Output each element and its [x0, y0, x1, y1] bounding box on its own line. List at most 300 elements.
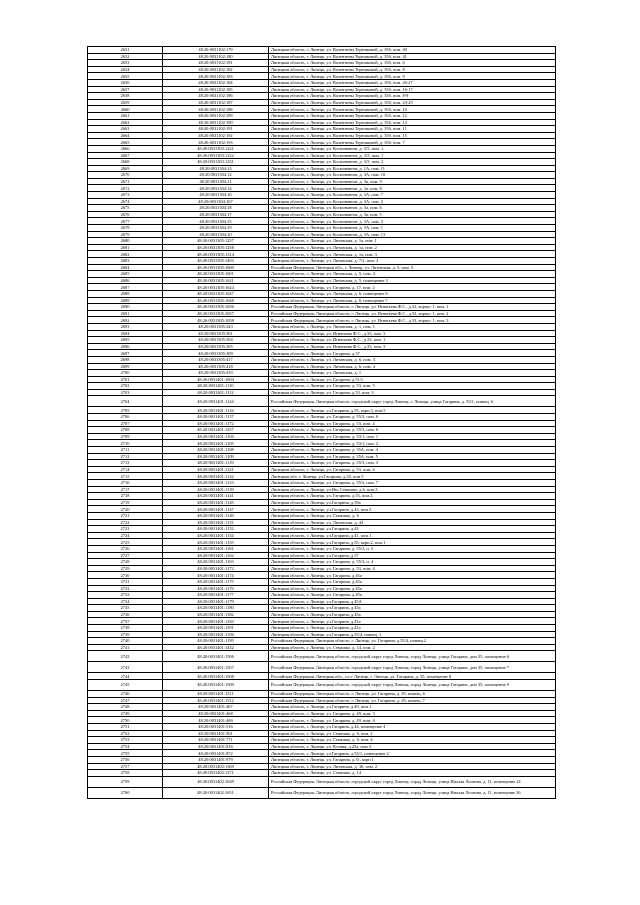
row-number-cell: 2702	[88, 383, 163, 390]
address-cell: Липецкая область, г. Липецк, ул. Валентины Терешковой, д. 35б, пом. 6	[269, 60, 556, 67]
address-cell: Липецкая область, г. Липецк, ул. Семашко, д. 14, пом. 2	[269, 644, 556, 651]
row-number-cell: 2671	[88, 178, 163, 185]
row-number-cell: 2699	[88, 363, 163, 370]
cadastral-number-cell: 48:20:0031401:1123	[163, 480, 269, 487]
address-cell: Липецкая область, г. Липецк, ул. Семашко, д. 6, пом. 4	[269, 737, 556, 744]
row-number-cell: 2755	[88, 750, 163, 757]
row-number-cell: 2744	[88, 673, 163, 680]
row-number-cell: 2675	[88, 205, 163, 212]
table-row	[88, 453, 556, 460]
row-number-cell: 2760	[88, 787, 163, 798]
address-cell: Липецкая область, г. Липецк, ул.Гагарина, д.41а	[269, 618, 556, 625]
cadastral-number-cell: 48:20:0031102:188	[163, 106, 269, 113]
table-row	[88, 466, 556, 473]
row-number-cell: 2663	[88, 126, 163, 133]
row-number-cell: 2654	[88, 66, 163, 73]
table-row	[88, 414, 556, 421]
address-cell: Липецкая область, г. Липецк, ул. Валентины Терешковой, д. 35б, пом. 10	[269, 106, 556, 113]
cadastral-number-cell: 48:20:0031401:1141	[163, 493, 269, 500]
address-cell: Липецкая область, г. Липецк, ул. Валентины Терешковой, д. 35б, пом. 16-17	[269, 86, 556, 93]
cadastral-number-cell: 48:20:0031305:305	[163, 343, 269, 350]
cadastral-number-cell: 48:20:0031401:1163	[163, 559, 269, 566]
cadastral-number-cell: 48:20:0031401:1004	[163, 376, 269, 383]
cadastral-number-cell: 48:20:0031303:1221	[163, 145, 269, 152]
address-cell: Липецкая область, г. Липецк, ул. Космонавтов, д. 3А, пом. 2	[269, 198, 556, 205]
address-cell: Липецкая область, г. Липецк, ул. Гагарина, д.51, корп.1	[269, 756, 556, 763]
table-row	[88, 572, 556, 579]
address-cell: Липецкая область, г. Липецк, ул.Гагарина, д.45а	[269, 611, 556, 618]
table-row	[88, 673, 556, 680]
address-cell: Липецкая область, г. Липецк, ул. Космонавтов, д. 3/5, пом. 1	[269, 145, 556, 152]
cadastral-number-cell: 48:20:0031401:1108	[163, 447, 269, 454]
cadastral-number-cell: 48:20:0031401:1257	[163, 427, 269, 434]
cadastral-number-cell: 48:20:0031304:14	[163, 185, 269, 192]
address-cell: Липецкая область, г. Липецк, ул. Валентины Терешковой, д. 35б, пом. 13	[269, 119, 556, 126]
address-cell: Липецкая область, г. Липецк, ул. Гагарина, д. 53, пом. 4	[269, 565, 556, 572]
table-row	[88, 178, 556, 185]
cadastral-number-cell: 48:20:0031401:1112	[163, 389, 269, 396]
address-cell: Липецкая область, г. Липецк, ул. Гагарина, д. 35А, пом. 5	[269, 453, 556, 460]
table-row	[88, 139, 556, 146]
address-cell: Липецкая область, г. Липецк, ул. Валентины Терешковой, д. 35б, пом. 7	[269, 139, 556, 146]
address-cell: Липецкая область, г. Липецк, ул. Гагарина, д. 55/3, п. 4	[269, 559, 556, 566]
table-row	[88, 651, 556, 662]
cadastral-number-cell: 48:20:0031305:243	[163, 323, 269, 330]
address-cell: Липецкая область, г. Липецк, ул. Гагарина, д.53, пом.2	[269, 493, 556, 500]
row-number-cell: 2668	[88, 159, 163, 166]
row-number-cell: 2652	[88, 53, 163, 60]
cadastral-number-cell: 48:20:0031304:18	[163, 205, 269, 212]
address-cell: Липецкая область, г. Липецк, ул. Литовская, д. 36, пом. 2	[269, 763, 556, 770]
address-cell: Липецкая область, г. Липецк, ул. Гагарина, д. 55/3, пом. 7	[269, 480, 556, 487]
cadastral-number-cell: 48:20:0031401:1147	[163, 506, 269, 513]
address-cell: Липецкая область, г. Липецк, ул.Гагарина, д.41а	[269, 625, 556, 632]
row-number-cell: 2736	[88, 611, 163, 618]
row-number-cell: 2665	[88, 139, 163, 146]
row-number-cell: 2738	[88, 625, 163, 632]
row-number-cell: 2708	[88, 427, 163, 434]
table-row	[88, 66, 556, 73]
cadastral-number-cell: 48:20:0031305:304	[163, 337, 269, 344]
table-row	[88, 559, 556, 566]
address-cell: Липецкая область, г. Липецк, ул. Литовская, д. 1а, пом. 1	[269, 238, 556, 245]
cadastral-number-cell: 48:20:0031303:1231	[163, 159, 269, 166]
row-number-cell: 2748	[88, 704, 163, 711]
address-cell: Липецкая область, г. Липецк, ул. Литовская, д. 6, помещение 6	[269, 290, 556, 297]
cadastral-number-cell: 48:20:0031305:419	[163, 370, 269, 377]
cadastral-number-cell: 48:20:0031401:1109	[163, 453, 269, 460]
row-number-cell: 2701	[88, 376, 163, 383]
row-number-cell: 2714	[88, 466, 163, 473]
row-number-cell: 2660	[88, 106, 163, 113]
table-row	[88, 697, 556, 704]
row-number-cell: 2730	[88, 572, 163, 579]
cadastral-number-cell: 48:20:0031402:1649	[163, 776, 269, 787]
row-number-cell: 2711	[88, 447, 163, 454]
cadastral-number-cell: 48:20:0031401:1508	[163, 673, 269, 680]
cadastral-number-cell: 48:20:0031303:1222	[163, 152, 269, 159]
cadastral-number-cell: 48:20:0031401:1149	[163, 512, 269, 519]
cadastral-number-cell: 48:20:0031401:1162	[163, 552, 269, 559]
table-row	[88, 737, 556, 744]
row-number-cell: 2684	[88, 264, 163, 271]
row-number-cell: 2709	[88, 433, 163, 440]
row-number-cell: 2759	[88, 776, 163, 787]
cadastral-number-cell: 48:20:0031102:189	[163, 112, 269, 119]
cadastral-number-cell: 48:20:0031304:13	[163, 165, 269, 172]
address-cell: Липецкая область, г. Липецк, ул. Валентины Терешковой, д. 35б, пом. 40	[269, 47, 556, 54]
table-row	[88, 770, 556, 777]
row-number-cell: 2751	[88, 724, 163, 731]
row-number-cell: 2710	[88, 440, 163, 447]
table-row	[88, 730, 556, 737]
row-number-cell: 2724	[88, 532, 163, 539]
row-number-cell: 2740	[88, 638, 163, 645]
address-cell: Липецкая область, г. Липецк, ул. Гагарина, д.45а	[269, 592, 556, 599]
address-cell: Липецкая область, г. Липецк, ул.Гагарина, д.55/4, помещ. 1	[269, 631, 556, 638]
address-cell: Липецкая область, г. Липецк, ул. Игнатьева Ф.С., д.33, пом. 3	[269, 330, 556, 337]
address-cell: Липецкая область, г. Липецк, ул. Литовская, д. 6, помещение 7	[269, 297, 556, 304]
table-row	[88, 165, 556, 172]
row-number-cell: 2753	[88, 737, 163, 744]
table-row	[88, 47, 556, 54]
cadastral-number-cell: 48:20:0031401:1506	[163, 651, 269, 662]
cadastral-number-cell: 48:20:0031401:1183	[163, 618, 269, 625]
table-row	[88, 499, 556, 506]
row-number-cell: 2739	[88, 631, 163, 638]
cadastral-number-cell: 48:20:0031305:1657	[163, 310, 269, 317]
cadastral-number-cell: 48:20:0031102:180	[163, 53, 269, 60]
cadastral-number-cell: 48:20:0031401:979	[163, 756, 269, 763]
table-row	[88, 79, 556, 86]
row-number-cell: 2726	[88, 545, 163, 552]
table-row	[88, 756, 556, 763]
table-row	[88, 565, 556, 572]
row-number-cell: 2695	[88, 337, 163, 344]
cadastral-number-cell: 48:20:0031305:1624	[163, 284, 269, 291]
address-cell: Липецкая область, г. Липецк, ул.Гагарина, д.44, помещение 4	[269, 724, 556, 731]
address-cell: Липецкая область, г. Липецк, ул. Космонавтов, д. 3а, пом. 8	[269, 185, 556, 192]
cadastral-number-cell: 48:20:0031401:1179	[163, 598, 269, 605]
cadastral-number-cell: 48:20:0031305:1493	[163, 258, 269, 265]
row-number-cell: 2704	[88, 396, 163, 407]
table-row	[88, 743, 556, 750]
table-row	[88, 73, 556, 80]
address-cell: Липецкая область, г. Липецк, ул. Космонавтов, д. 3А, пом. 1	[269, 225, 556, 232]
table-row	[88, 383, 556, 390]
address-cell: Липецкая область, г. Липецк, ул. Литовская, д. 1	[269, 370, 556, 377]
table-row	[88, 691, 556, 698]
table-row	[88, 370, 556, 377]
cadastral-number-cell: 48:20:0031401:1194	[163, 631, 269, 638]
address-cell: Липецкая область, г. Липецк, ул. Космонавтов, д. 3/5, пом. 1	[269, 152, 556, 159]
cadastral-number-cell: 48:20:0031401:1119	[163, 460, 269, 467]
row-number-cell: 2750	[88, 717, 163, 724]
row-number-cell: 2690	[88, 304, 163, 311]
address-cell: Липецкая область, г. Липецк, ул. Гагарина, д. 55/3, пом. 6	[269, 414, 556, 421]
address-cell: Липецкая область, г. Липецк, ул. Космонавтов, д. 3а, пом. 5	[269, 211, 556, 218]
row-number-cell: 2742	[88, 651, 163, 662]
cadastral-number-cell: 48:20:0031102:183	[163, 73, 269, 80]
cadastral-number-cell: 48:20:0031102:181	[163, 60, 269, 67]
row-number-cell: 2749	[88, 710, 163, 717]
table-row	[88, 271, 556, 278]
cadastral-number-cell: 48:20:0031102:179	[163, 47, 269, 54]
address-cell: Липецкая область, г. Липецк, ул. Семашко, д. 6	[269, 512, 556, 519]
table-row	[88, 644, 556, 651]
table-row	[88, 363, 556, 370]
cadastral-number-cell: 48:20:0031401:872	[163, 750, 269, 757]
table-row	[88, 724, 556, 731]
cadastral-number-cell: 48:20:0031402:1369	[163, 763, 269, 770]
address-cell: Липецкая область, г. Липецк, ул.Гагарина, д.41, пом.1	[269, 532, 556, 539]
address-cell: Российская Федерация, Липецкая область, г. Липецк, ул. Игнатьева Ф.С., д.33, корпус 1, пом. 1	[269, 304, 556, 311]
cadastral-number-cell: 48:20:0031305:1601	[163, 271, 269, 278]
cadastral-number-cell: 48:20:0031401:1432	[163, 644, 269, 651]
address-cell: Липецкая область, г. Липецк, ул. Гагарина, д.53, пом. 3	[269, 389, 556, 396]
row-number-cell: 2734	[88, 598, 163, 605]
table-row	[88, 310, 556, 317]
address-cell: Российская Федерация, Липецкая область, городской округ город Липецк, город Липецк, улица Гагарина, дом 35, помещение 9	[269, 680, 556, 691]
address-cell: Липецкая область, г. Липецк, ул.Гагарина, д.49, пом.1	[269, 704, 556, 711]
address-cell: Липецкая область, г. Липецк, ул. Гагарина, д. 53/1, пом. 2	[269, 440, 556, 447]
cadastral-number-cell: 48:20:0031305:1656	[163, 304, 269, 311]
cadastral-number-cell: 48:20:0031401:1511	[163, 691, 269, 698]
table-row	[88, 618, 556, 625]
cadastral-number-cell: 48:20:0031401:467	[163, 704, 269, 711]
table-row	[88, 112, 556, 119]
row-number-cell: 2681	[88, 244, 163, 251]
table-row	[88, 284, 556, 291]
cadastral-number-cell: 48:20:0031401:1507	[163, 662, 269, 673]
cadastral-number-cell: 48:20:0031102:182	[163, 66, 269, 73]
row-number-cell: 2700	[88, 370, 163, 377]
address-cell: Липецкая область, г. Липецк, ул.Гагарина, д.45А	[269, 598, 556, 605]
address-cell: Липецкая область, г. Липецк, ул. Литовская, д. 1а, пом. 3	[269, 251, 556, 258]
cadastral-number-cell: 48:20:0031305:417	[163, 356, 269, 363]
row-number-cell: 2685	[88, 271, 163, 278]
cadastral-number-cell: 48:20:0031401:1172	[163, 420, 269, 427]
table-row	[88, 99, 556, 106]
row-number-cell: 2721	[88, 512, 163, 519]
table-row	[88, 264, 556, 271]
table-row	[88, 211, 556, 218]
table-row	[88, 330, 556, 337]
cadastral-number-cell: 48:20:0031401:1124	[163, 396, 269, 407]
table-row	[88, 625, 556, 632]
address-cell: Российская Федерация, Липецкая область, городской округ город Липецк, город Липецк, улица Ниолая Логаина, д. 11, помещение 24	[269, 776, 556, 787]
cadastral-number-cell: 48:20:0031401:1121	[163, 466, 269, 473]
address-cell: Российская Федерация, Липецкая область, городской округ город Липецк, город Липецк, улица Гагарина, дом 35, помещение 7	[269, 662, 556, 673]
cadastral-number-cell: 48:20:0031401:1151	[163, 519, 269, 526]
address-cell: Российская Федерация, Липецкая область, г. Липецк, ул. Игнатьева Ф.С., д.33, корпус 1, пом. 3	[269, 317, 556, 324]
registry-table	[87, 46, 556, 799]
address-cell: Российская Федерация, Липецкая область, городской округ город Липецк, город Липецк, улица Ниолая Логаина, д. 11, помещение 26	[269, 787, 556, 798]
address-cell: Липецкая область, г. Липецк, ул. Гагарина, д. 53, пом. 5	[269, 383, 556, 390]
cadastral-number-cell: 48:20:0031102:187	[163, 99, 269, 106]
address-cell: Липецкая область, г. Липецк, ул. Гагарина, д. 55/3, п. 5	[269, 545, 556, 552]
table-row	[88, 126, 556, 133]
cadastral-number-cell: 48:20:0031305:309	[163, 350, 269, 357]
address-cell: Липецкая область, г. Липецк, ул. Литовская, д. 1, пом. 1	[269, 323, 556, 330]
table-row	[88, 251, 556, 258]
cadastral-number-cell: 48:20:0031401:1104	[163, 433, 269, 440]
table-row	[88, 638, 556, 645]
row-number-cell: 2752	[88, 730, 163, 737]
row-number-cell: 2682	[88, 251, 163, 258]
row-number-cell: 2697	[88, 350, 163, 357]
table-row	[88, 662, 556, 673]
cadastral-number-cell: 48:20:0031401:1105	[163, 440, 269, 447]
row-number-cell: 2662	[88, 119, 163, 126]
table-row	[88, 225, 556, 232]
address-cell: Российская Федерация, Липецкая область, городской округ город Липецк, г. Липецк, улица Гагарина, д. 55/1, помещ. 6	[269, 396, 556, 407]
row-number-cell: 2673	[88, 192, 163, 199]
row-number-cell: 2687	[88, 284, 163, 291]
address-cell: Российская Федерация, Липецкая обл., г. Липецк, ул. Литовская, д. 5, пом. 5	[269, 264, 556, 271]
address-cell: Липецкая область, г. Липецк, ул. Космонавтов, д. 3а, пом. 9	[269, 178, 556, 185]
row-number-cell: 2707	[88, 420, 163, 427]
table-row	[88, 106, 556, 113]
address-cell: Липецкая область, г. Липецк, ул. Гагарина, д. 53, пом. 4	[269, 466, 556, 473]
row-number-cell: 2735	[88, 605, 163, 612]
address-cell: Липецкая область, г. Липецк, ул.Гагарина, д.55, корп.2, пом.1	[269, 539, 556, 546]
row-number-cell: 2712	[88, 453, 163, 460]
row-number-cell: 2666	[88, 145, 163, 152]
cadastral-number-cell: 48:20:0031305:1647	[163, 290, 269, 297]
row-number-cell: 2672	[88, 185, 163, 192]
cadastral-number-cell: 48:20:0031401:1152	[163, 526, 269, 533]
cadastral-number-cell: 48:20:0031401:1145	[163, 499, 269, 506]
cadastral-number-cell: 48:20:0031305:1658	[163, 317, 269, 324]
row-number-cell: 2713	[88, 460, 163, 467]
address-cell: Липецкая область, г. Липецк, ул. Игнатьева Ф.С., д.33, пом. 3	[269, 343, 556, 350]
row-number-cell: 2655	[88, 73, 163, 80]
address-cell: Липецкая область, г. Липецк, ул. Гагарина, д. 53, пом. 4	[269, 420, 556, 427]
row-number-cell: 2691	[88, 310, 163, 317]
cadastral-number-cell: 48:20:0031305:1648	[163, 297, 269, 304]
address-cell: Липецкая область, г. Липецк, ул. Гагарина, д. 17, пом. 2	[269, 284, 556, 291]
cadastral-number-cell: 48:20:0031102:191	[163, 126, 269, 133]
address-cell: Липецкая область, г. Липецк, ул.Гагарина, д.53/1, помещение 2	[269, 750, 556, 757]
row-number-cell: 2677	[88, 218, 163, 225]
address-cell: Липецкая область, г. Липецк, ул. Космонавтов, д. 3А, пом. 3	[269, 218, 556, 225]
row-number-cell: 2723	[88, 526, 163, 533]
table-row	[88, 86, 556, 93]
address-cell: Липецкая область, г. Липецк, ул. Гагарина, д. 35А, пом. 4	[269, 447, 556, 454]
row-number-cell: 2733	[88, 592, 163, 599]
row-number-cell: 2758	[88, 770, 163, 777]
address-cell: Липецкая область, г. Липецк, ул. Валентины Терешковой, д. 35б, пом. 8	[269, 66, 556, 73]
address-cell: Липецкая область, г. Липецк, ул. Гагарина, д.45а	[269, 578, 556, 585]
cadastral-number-cell: 48:20:0031304:11	[163, 178, 269, 185]
row-number-cell: 2683	[88, 258, 163, 265]
table-row	[88, 389, 556, 396]
row-number-cell: 2674	[88, 198, 163, 205]
cadastral-number-cell: 48:20:0031304:10	[163, 231, 269, 238]
address-cell: Российская Федерация, Липецкая область, г. Липецк, ул. Гагарина, д. 45, помещ. 7	[269, 697, 556, 704]
table-row	[88, 396, 556, 407]
cadastral-number-cell: 48:20:0031401:1155	[163, 539, 269, 546]
address-cell: Липецкая область, г. Липецк, ул. Космонавтов, д. 3А, пом. 10	[269, 172, 556, 179]
row-number-cell: 2651	[88, 47, 163, 54]
address-cell: Липецкая область, г. Липецк, ул.Гагарина, д.55, корп.3, пом.5	[269, 407, 556, 414]
table-row	[88, 277, 556, 284]
table-row	[88, 159, 556, 166]
table-row	[88, 258, 556, 265]
row-number-cell: 2741	[88, 644, 163, 651]
address-cell: Российская Федерация, Липецкая область, г. Липецк, ул. Гагарина, д.55/4, помещ.2	[269, 638, 556, 645]
cadastral-number-cell: 48:20:0031401:1174	[163, 572, 269, 579]
table-row	[88, 473, 556, 480]
table-row	[88, 631, 556, 638]
address-cell: Липецкая область, г. Липецк, ул. Гагарина, д. 55/3, пом. 6	[269, 427, 556, 434]
row-number-cell: 2659	[88, 99, 163, 106]
cadastral-number-cell: 48:20:0031402:1371	[163, 770, 269, 777]
table-row	[88, 526, 556, 533]
address-cell: Липецкая область, г. Липецк, ул.Гагарина, д.43	[269, 526, 556, 533]
row-number-cell: 2678	[88, 225, 163, 232]
table-row	[88, 493, 556, 500]
address-cell: Липецкая область, г. Липецк, ул. Гагарина, д. 53/1, пом. 1	[269, 433, 556, 440]
table-row	[88, 337, 556, 344]
address-cell: Липецкая область, г. Липецк, ул. Валентины Терешковой, д. 35б, пом. 8-9	[269, 93, 556, 100]
cadastral-number-cell: 48:20:0031401:1122	[163, 473, 269, 480]
table-row	[88, 776, 556, 787]
row-number-cell: 2688	[88, 290, 163, 297]
row-number-cell: 2670	[88, 172, 163, 179]
cadastral-number-cell: 48:20:0031304:19	[163, 225, 269, 232]
table-row	[88, 592, 556, 599]
table-row	[88, 145, 556, 152]
cadastral-number-cell: 48:20:0031102:192	[163, 132, 269, 139]
table-row	[88, 506, 556, 513]
row-number-cell: 2661	[88, 112, 163, 119]
table-row	[88, 710, 556, 717]
address-cell: Липецкая область, г. Липецк, ул. Игнатьева Ф.С., д.33, пом. 1	[269, 337, 556, 344]
address-cell: Липецкая область, г. Липецк, ул. Ксения, д.25а, пом.3	[269, 743, 556, 750]
table-row	[88, 185, 556, 192]
address-cell: Липецкая область, г. Липецк, ул.Гагарина, д.59а	[269, 499, 556, 506]
address-cell: Липецкая область, г. Липецк, ул. Космонавтов, д. 3а, пом. 6	[269, 205, 556, 212]
table-row	[88, 578, 556, 585]
table-row	[88, 552, 556, 559]
cadastral-number-cell: 48:20:0031401:1175	[163, 578, 269, 585]
table-row	[88, 132, 556, 139]
table-row	[88, 152, 556, 159]
table-row	[88, 198, 556, 205]
table-row	[88, 323, 556, 330]
address-cell: Липецкая область, г. Липецк, ул. Семашко, д. 6, пом. 2	[269, 730, 556, 737]
row-number-cell: 2745	[88, 680, 163, 691]
row-number-cell: 2703	[88, 389, 163, 396]
table-row	[88, 585, 556, 592]
registry-table-body	[88, 47, 556, 799]
cadastral-number-cell: 48:20:0031401:1172	[163, 565, 269, 572]
table-row	[88, 205, 556, 212]
row-number-cell: 2664	[88, 132, 163, 139]
cadastral-number-cell: 48:20:0031401:1157	[163, 414, 269, 421]
table-row	[88, 297, 556, 304]
table-row	[88, 343, 556, 350]
address-cell: Липецкая область, г. Липецк, ул. Космонавтов, д. 3А, пом. 7	[269, 192, 556, 199]
address-cell: Липецкая область, г. Липецк, ул. Литовская, д. 1а, пом. 2	[269, 244, 556, 251]
table-row	[88, 750, 556, 757]
table-row	[88, 512, 556, 519]
cadastral-number-cell: 48:20:0031305:1314	[163, 251, 269, 258]
address-cell: Липецкая обл. г. Липецк, ул.Гагарина, д.35, пом.5	[269, 473, 556, 480]
table-row	[88, 598, 556, 605]
